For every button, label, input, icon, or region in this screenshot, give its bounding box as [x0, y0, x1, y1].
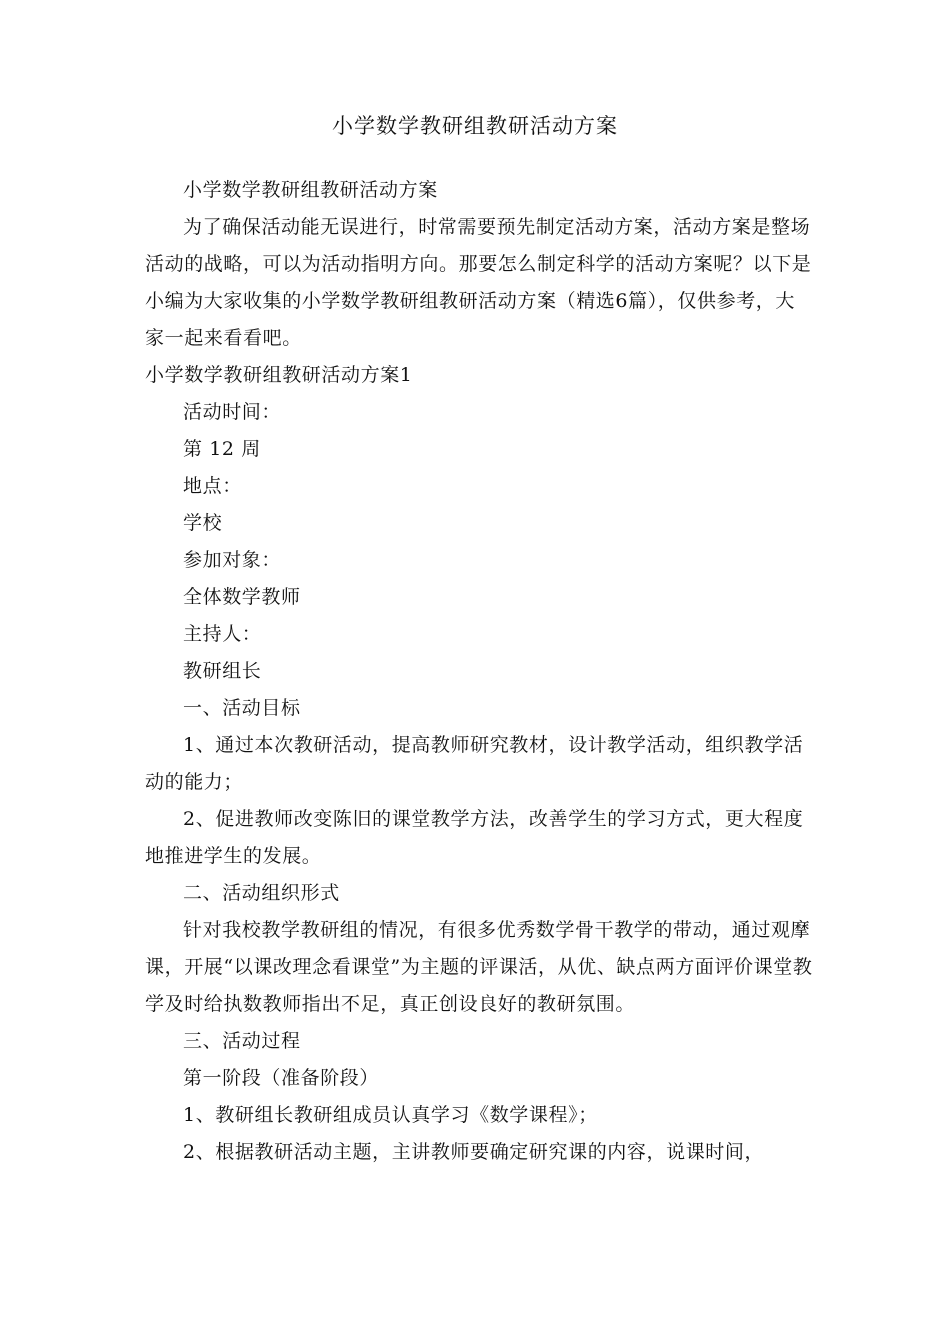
- value-activity-time: 第 12 周: [183, 438, 261, 460]
- label-location: 地点：: [183, 475, 242, 497]
- paragraph-intro: 为了确保活动能无误进行，时常需要预先制定活动方案，活动方案是整场活动的战略，可以为活动指明方向。那要怎么制定科学的活动方案呢？以下是小编为大家收集的小学数学教研组教研活动方案（精选6篇），仅供参考，大家一起来看看吧。: [145, 216, 812, 349]
- label-participants: 参加对象：: [183, 549, 282, 571]
- heading-stage-one: 第一阶段（准备阶段）: [183, 1067, 380, 1089]
- label-activity-time: 活动时间：: [183, 401, 282, 423]
- process-item-2: 2、根据教研活动主题，主讲教师要确定研究课的内容，说课时间，: [183, 1141, 765, 1163]
- value-host: 教研组长: [183, 660, 262, 682]
- label-host: 主持人：: [183, 623, 262, 645]
- document-title: 小学数学教研组教研活动方案: [332, 114, 618, 138]
- process-item-1: 1、教研组长教研组成员认真学习《数学课程》；: [183, 1104, 598, 1126]
- heading-activity-process: 三、活动过程: [183, 1030, 301, 1052]
- paragraph-subtitle: 小学数学教研组教研活动方案: [183, 179, 438, 201]
- goal-item-1: 1、通过本次教研活动，提高教师研究教材，设计教学活动，组织教学活动的能力；: [145, 734, 804, 793]
- value-participants: 全体数学教师: [183, 586, 301, 608]
- document-body: [145, 172, 813, 1171]
- heading-organization-form: 二、活动组织形式: [183, 882, 340, 904]
- goal-item-2: 2、促进教师改变陈旧的课堂教学方法，改善学生的学习方式，更大程度地推进学生的发展。: [145, 808, 804, 867]
- heading-activity-goals: 一、活动目标: [183, 697, 301, 719]
- value-location: 学校: [183, 512, 223, 534]
- section-heading-plan-1: 小学数学教研组教研活动方案1: [145, 364, 413, 386]
- paragraph-organization-form: 针对我校教学教研组的情况，有很多优秀数学骨干教学的带动，通过观摩课，开展“以课改理念看课堂”为主题的评课活，从优、缺点两方面评价课堂教学及时给执数教师指出不足，真正创设良好的教研氛围。: [145, 919, 813, 1015]
